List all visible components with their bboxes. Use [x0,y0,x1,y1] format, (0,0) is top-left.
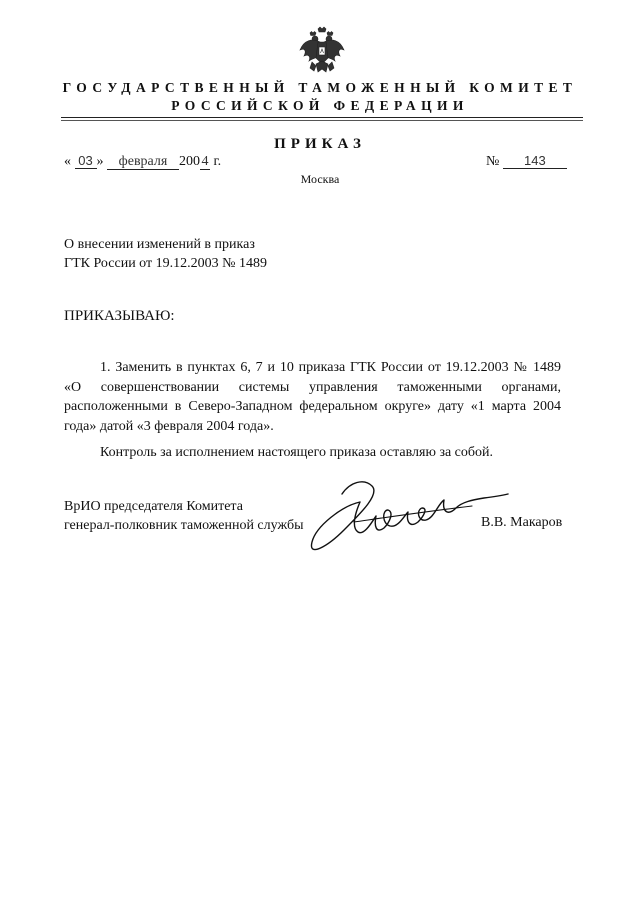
control-paragraph: Контроль за исполнением настоящего приказа оставляю за собой. [100,445,494,460]
subject-block [64,235,267,273]
date-day-field: 03 [75,154,97,169]
organization-name-line1: ГОСУДАРСТВЕННЫЙ ТАМОЖЕННЫЙ КОМИТЕТ [62,80,578,95]
date-year-digit-field: 4 [201,154,209,169]
header-rule [61,117,583,118]
document-title: ПРИКАЗ [274,136,366,152]
date-open-quote: « [64,154,71,169]
number-line [486,154,567,170]
paragraph-1: 1. Заменить в пунктах 6, 7 и 10 приказа ГТК России от 19.12.2003 № 1489 «О совершенствовании системы управления таможенными органами, расположенными в Северо-Западном федеральном округе» дату «1 марта 2004 года» датой «3 февраля 2004 года». [64,360,561,434]
signatory-position-line1: ВрИО председателя Комитета [64,499,243,514]
date-year-suffix: г. [213,154,222,169]
city-label: Москва [300,172,340,186]
date-year-prefix: 200 [179,154,200,169]
subject-line1: О внесении изменений в приказ [64,237,255,252]
number-label: № [486,154,500,169]
order-word: ПРИКАЗЫВАЮ: [64,308,175,324]
signatory-position-line2: генерал-полковник таможенной службы [64,518,304,533]
signatory-position [64,497,303,535]
number-field: 143 [503,154,567,169]
date-line [64,154,221,170]
coat-of-arms-emblem [298,26,346,78]
header-rule-secondary [61,120,583,121]
organization-name-line2: РОССИЙСКОЙ ФЕДЕРАЦИИ [171,98,469,113]
subject-line2: ГТК России от 19.12.2003 № 1489 [64,256,267,271]
date-close-quote: » [96,154,104,169]
signatory-name: В.В. Макаров [481,515,563,530]
date-month-field: февраля [107,155,179,170]
